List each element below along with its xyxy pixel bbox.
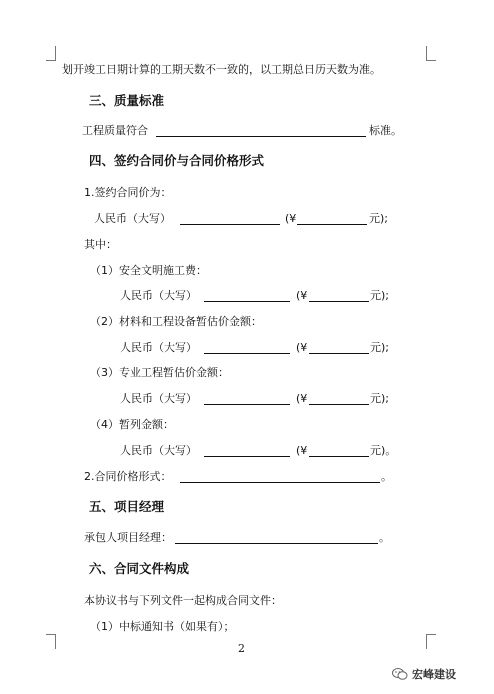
- project-manager-blank[interactable]: [175, 531, 378, 544]
- yuan-close: 元);: [370, 392, 389, 405]
- yen-open: (¥: [296, 289, 308, 302]
- wechat-icon: [392, 667, 408, 681]
- sub-3-figure-blank[interactable]: [309, 392, 369, 405]
- sub-1-words-blank[interactable]: [204, 289, 290, 302]
- price-form-label: 2.合同价格形式：: [84, 470, 172, 483]
- quality-blank[interactable]: [156, 124, 366, 137]
- sub-1-figure-blank[interactable]: [309, 289, 369, 302]
- yuan-close: 元);: [370, 341, 389, 354]
- yen-open: (¥: [296, 341, 308, 354]
- section-3-title: 三、质量标准: [89, 93, 165, 108]
- corner-mark-bottom-left: [46, 634, 56, 649]
- continuation-line: 划开竣工日期计算的工期天数不一致的，以工期总日历天数为准。: [62, 63, 381, 76]
- watermark: [392, 666, 456, 682]
- project-manager-label: 承包人项目经理：: [84, 531, 172, 544]
- contract-docs-intro: 本协议书与下列文件一起构成合同文件：: [84, 594, 282, 607]
- period: 。: [381, 470, 392, 483]
- sub-2-words-blank[interactable]: [204, 341, 290, 354]
- sub-4-words-blank[interactable]: [204, 444, 290, 457]
- watermark-text: 宏峰建设: [412, 668, 456, 681]
- corner-mark-top-left: [46, 46, 56, 61]
- sub-4-figure-blank[interactable]: [309, 444, 369, 457]
- quality-suffix: 标准。: [369, 124, 402, 137]
- section-5-title: 五、项目经理: [89, 499, 165, 514]
- corner-mark-top-right: [426, 46, 436, 61]
- price-form-blank[interactable]: [180, 470, 380, 483]
- rmb-label: 人民币（大写）: [120, 392, 197, 405]
- yuan-close: 元);: [369, 212, 388, 225]
- yen-open: (¥: [285, 212, 297, 225]
- sub-3-words-blank[interactable]: [204, 392, 290, 405]
- rmb-label: 人民币（大写）: [120, 289, 197, 302]
- sub-item-2-label: （2）材料和工程设备暂估价金额：: [90, 315, 262, 328]
- sub-item-1-label: （1）安全文明施工费：: [90, 264, 207, 277]
- contract-price-label: 1.签约合同价为：: [84, 186, 172, 199]
- contract-doc-item-1: （1）中标通知书（如果有）；: [90, 620, 235, 633]
- corner-mark-bottom-right: [426, 634, 436, 649]
- yuan-close: 元)。: [370, 444, 397, 457]
- rmb-label: 人民币（大写）: [120, 444, 197, 457]
- sub-item-3-label: （3）专业工程暂估价金额：: [90, 366, 229, 379]
- yen-open: (¥: [296, 444, 308, 457]
- yuan-close: 元);: [370, 289, 389, 302]
- rmb-label: 人民币（大写）: [94, 212, 171, 225]
- rmb-label: 人民币（大写）: [120, 341, 197, 354]
- qizhong-label: 其中：: [84, 238, 117, 251]
- contract-price-figure-blank[interactable]: [297, 212, 367, 225]
- contract-price-words-blank[interactable]: [180, 212, 280, 225]
- sub-item-4-label: （4）暂列金额：: [90, 418, 174, 431]
- page-number: 2: [238, 642, 245, 655]
- quality-label: 工程质量符合: [82, 124, 148, 137]
- sub-2-figure-blank[interactable]: [309, 341, 369, 354]
- section-4-title: 四、签约合同价与合同价格形式: [89, 153, 265, 168]
- yen-open: (¥: [296, 392, 308, 405]
- section-6-title: 六、合同文件构成: [89, 561, 190, 576]
- period: 。: [379, 531, 390, 544]
